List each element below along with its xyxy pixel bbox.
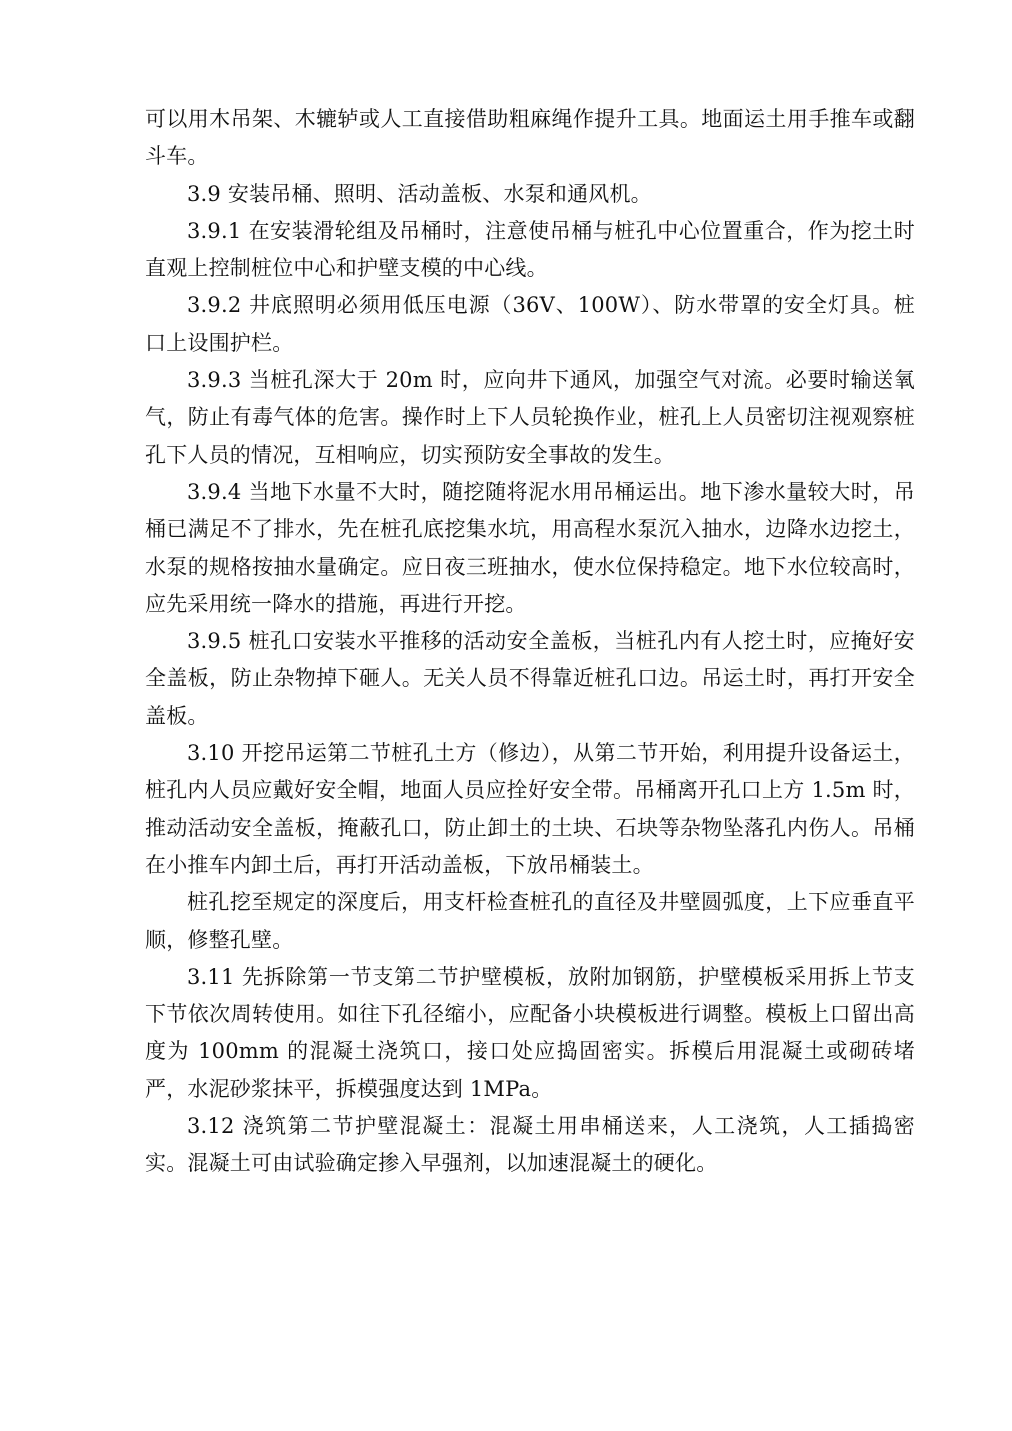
paragraph-3-9-3: 3.9.3 当桩孔深大于 20m 时，应向井下通风，加强空气对流。必要时输送氧气，防止有毒气体的危害。操作时上下人员轮换作业，桩孔上人员密切注视观察桩孔下人员的情况，互相响应，切实预防安全事故的发生。 [145,368,915,467]
paragraph-3-11: 3.11 先拆除第一节支第二节护壁模板，放附加钢筋，护壁模板采用拆上节支下节依次周转使用。如往下孔径缩小，应配备小块模板进行调整。模板上口留出高度为 100mm 的混凝土浇筑口，接口处应捣固密实。拆模后用混凝土或砌砖堵严，水泥砂浆抹平，拆模强度达到 1MPa。 [145,964,915,1101]
paragraph-3-12: 3.12 浇筑第二节护壁混凝土：混凝土用串桶送来，人工浇筑，人工插捣密实。混凝土可由试验确定掺入早强剂，以加速混凝土的硬化。 [145,1114,915,1176]
document-body [145,101,915,1183]
paragraph-continuation: 可以用木吊架、木辘轳或人工直接借助粗麻绳作提升工具。地面运土用手推车或翻斗车。 [145,107,915,169]
paragraph-3-9-2: 3.9.2 井底照明必须用低压电源（36V、100W）、防水带罩的安全灯具。桩口上设围护栏。 [145,293,915,355]
paragraph-3-9-4: 3.9.4 当地下水量不大时，随挖随将泥水用吊桶运出。地下渗水量较大时，吊桶已满足不了排水，先在桩孔底挖集水坑，用高程水泵沉入抽水，边降水边挖土，水泵的规格按抽水量确定。应日夜三班抽水，使水位保持稳定。地下水位较高时，应先采用统一降水的措施，再进行开挖。 [145,479,915,616]
paragraph-3-9-1: 3.9.1 在安装滑轮组及吊桶时，注意使吊桶与桩孔中心位置重合，作为挖土时直观上控制桩位中心和护壁支模的中心线。 [145,218,915,281]
paragraph-3-10: 3.10 开挖吊运第二节桩孔土方（修边），从第二节开始，利用提升设备运土，桩孔内人员应戴好安全帽，地面人员应拴好安全带。吊桶离开孔口上方 1.5m 时，推动活动安全盖板，掩蔽孔口，防止卸土的土块、石块等杂物坠落孔内伤人。吊桶在小推车内卸土后，再打开活动盖板，下放吊桶装土。 [145,741,915,877]
paragraph-3-10-continued: 桩孔挖至规定的深度后，用支杆检查桩孔的直径及井壁圆弧度，上下应垂直平顺，修整孔壁。 [145,890,915,952]
paragraph-3-9-5: 3.9.5 桩孔口安装水平推移的活动安全盖板，当桩孔内有人挖土时，应掩好安全盖板，防止杂物掉下砸人。无关人员不得靠近桩孔口边。吊运土时，再打开安全盖板。 [145,629,915,728]
paragraph-3-9: 3.9 安装吊桶、照明、活动盖板、水泵和通风机。 [187,181,652,206]
